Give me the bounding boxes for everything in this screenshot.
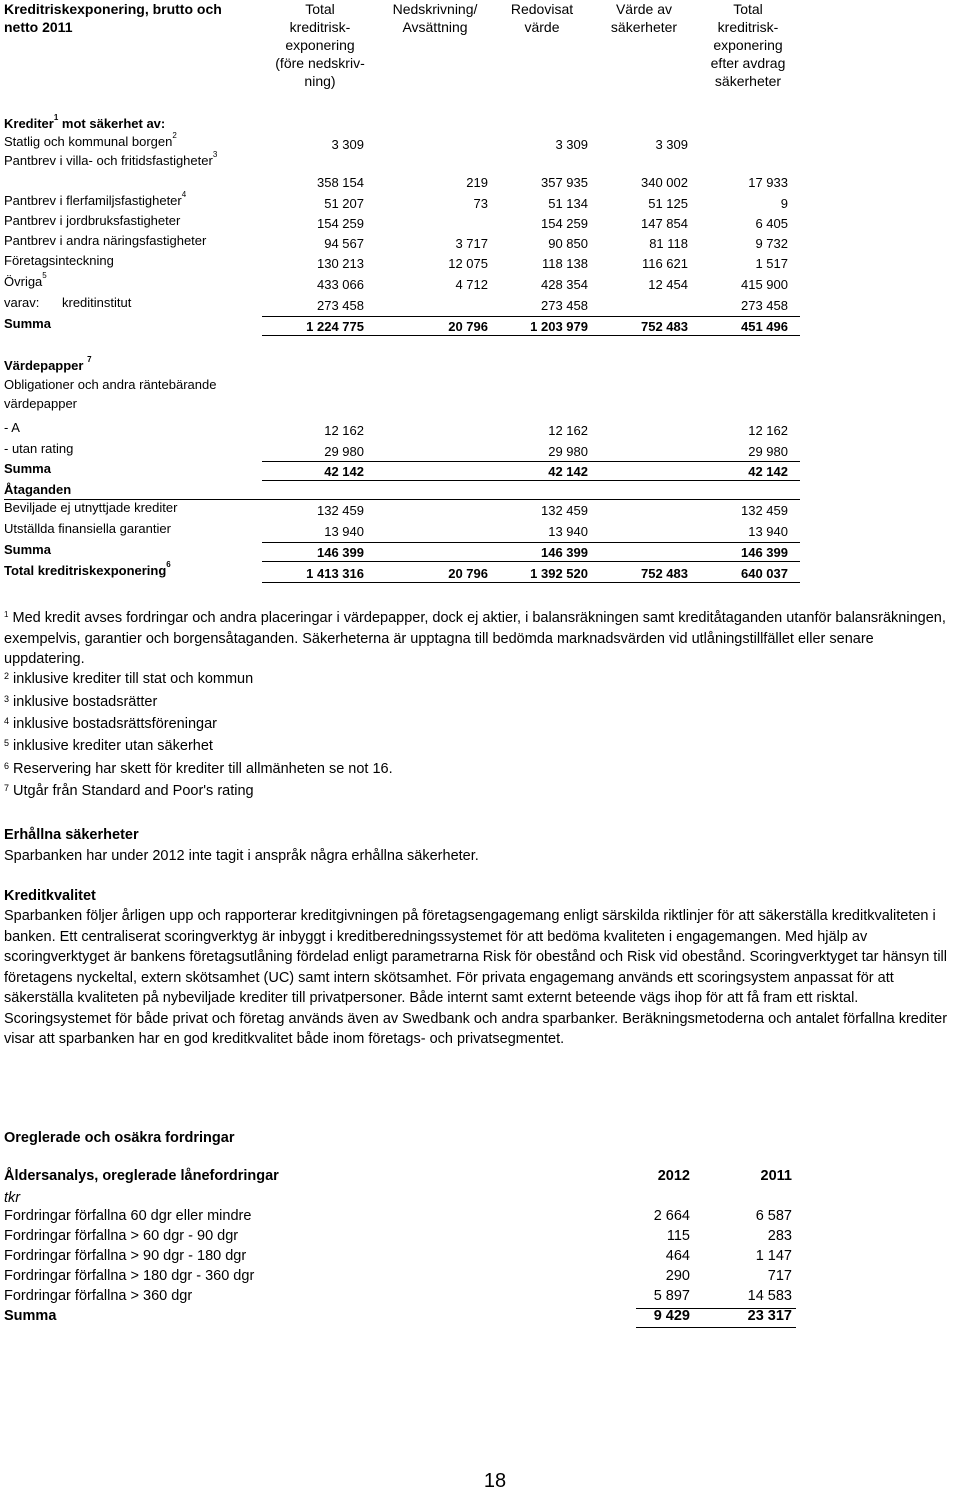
cell-value: 9 <box>780 196 788 211</box>
krediter-row <box>4 295 804 315</box>
cell-value: 20 796 <box>448 566 488 581</box>
cell-value: 90 850 <box>548 236 588 251</box>
section-vardepapper: Värdepapper $^7$ <box>4 355 92 373</box>
aldersanalys-row <box>4 1208 794 1228</box>
row-label: Övriga$^5$ <box>4 271 47 289</box>
krediter-row <box>4 172 804 192</box>
cell-value: 3 309 <box>331 137 364 152</box>
aldersanalys-row <box>4 1228 794 1248</box>
cell-value: 4 712 <box>455 277 488 292</box>
cell-value: 3 717 <box>455 236 488 251</box>
row-label: Fordringar förfallna > 180 dgr - 360 dgr <box>4 1268 255 1284</box>
cell-value: 132 459 <box>741 503 788 518</box>
divider-line <box>262 582 800 583</box>
divider-line <box>262 335 800 336</box>
cell-value: 428 354 <box>541 277 588 292</box>
aldersanalys-row <box>4 1248 794 1268</box>
cell-value: 1 147 <box>755 1248 792 1264</box>
krediter-row <box>4 190 804 213</box>
cell-value: 146 399 <box>741 545 788 560</box>
cell-value: 358 154 <box>317 175 364 190</box>
footnote-1: $^1$ Med kredit avses fordringar och andra placeringar i värdepapper, dock ej aktier, i balansräkningen samt kreditåtaganden utanför balansräkningen, exempelvis, garantier och borgensåtaganden. Säkerheterna är upptagna till bedömda marknadsvärden vid utlåningstillfället eller senare uppdatering. <box>4 610 946 667</box>
row-label: Fordringar förfallna > 90 dgr - 180 dgr <box>4 1248 247 1264</box>
ataganden-row <box>4 560 804 583</box>
divider-line <box>262 561 800 562</box>
cell-value: 340 002 <box>641 175 688 190</box>
col-header-redovisat: Redovisat värde <box>510 1 574 35</box>
col-header-total-fore: Total kreditrisk- exponering (före nedskriv- ning) <box>275 1 365 89</box>
cell-value: 273 458 <box>317 298 364 313</box>
cell-value: 14 583 <box>747 1288 792 1304</box>
row-label: Summa <box>4 1308 57 1324</box>
ataganden-row <box>4 500 804 520</box>
cell-value: 3 309 <box>655 137 688 152</box>
cell-value: 12 454 <box>648 277 688 292</box>
cell-value: 13 940 <box>548 524 588 539</box>
cell-value: 29 980 <box>324 444 364 459</box>
cell-value: 12 162 <box>748 423 788 438</box>
cell-value: 132 459 <box>317 503 364 518</box>
cell-value: 1 224 775 <box>306 319 364 334</box>
row-label: Statlig och kommunal borgen$^2$ <box>4 131 177 149</box>
section-vardepapper-sub1: Obligationer och andra räntebärande <box>4 377 217 392</box>
cell-value: 717 <box>767 1268 792 1284</box>
footnote-4: $^4$ inklusive bostadsrättsföreningar <box>4 716 217 732</box>
cell-value: 94 567 <box>324 236 364 251</box>
cell-value: 12 162 <box>548 423 588 438</box>
cell-value: 81 118 <box>649 236 688 251</box>
cell-value: 20 796 <box>448 319 488 334</box>
cell-value: 273 458 <box>741 298 788 313</box>
row-label: Pantbrev i andra näringsfastigheter <box>4 233 207 248</box>
vardepapper-row <box>4 420 804 440</box>
cell-value: 118 138 <box>541 256 588 271</box>
section-ataganden: Åtaganden <box>4 482 72 497</box>
cell-value: 273 458 <box>541 298 588 313</box>
divider-line <box>262 480 800 481</box>
row-label: Fordringar förfallna > 60 dgr - 90 dgr <box>4 1228 239 1244</box>
row-sublabel: kreditinstitut <box>62 295 132 310</box>
row-label: Summa <box>4 461 51 476</box>
section-vardepapper-sub2: värdepapper <box>4 396 77 411</box>
row-label: - utan rating <box>4 441 74 456</box>
cell-value: 51 125 <box>648 196 688 211</box>
row-label: varav: <box>4 295 40 310</box>
cell-value: 3 309 <box>555 137 588 152</box>
krediter-row <box>4 316 804 336</box>
footnote-2: $^2$ inklusive krediter till stat och kommun <box>4 671 254 687</box>
vardepapper-row <box>4 461 804 481</box>
cell-value: 433 066 <box>317 277 364 292</box>
cell-value: 752 483 <box>641 319 688 334</box>
aldersanalys-row <box>4 1288 794 1308</box>
footnote-7: $^7$ Utgår från Standard and Poor's rating <box>4 783 254 799</box>
unit-label: tkr <box>4 1190 21 1206</box>
cell-value: 147 854 <box>641 216 688 231</box>
cell-value: 146 399 <box>541 545 588 560</box>
cell-value: 115 <box>666 1228 690 1244</box>
cell-value: 17 933 <box>748 175 788 190</box>
cell-value: 415 900 <box>741 277 788 292</box>
divider-line <box>262 316 800 317</box>
cell-value: 12 075 <box>448 256 488 271</box>
ataganden-row <box>4 521 804 541</box>
col-header-nedskrivning: Nedskrivning/ Avsättning <box>392 1 478 35</box>
cell-value: 1 392 520 <box>530 566 588 581</box>
cell-value: 73 <box>473 196 488 211</box>
footnote-6: $^6$ Reservering har skett för krediter till allmänheten se not 16. <box>4 761 393 777</box>
aldersanalys-row <box>4 1268 794 1288</box>
erhallna-heading: Erhållna säkerheter <box>4 827 139 843</box>
row-label: Beviljade ej utnyttjade krediter <box>4 500 178 515</box>
year-2011: 2011 <box>760 1168 792 1184</box>
row-label: Summa <box>4 316 51 331</box>
cell-value: 283 <box>767 1228 792 1244</box>
divider-line <box>262 461 800 462</box>
cell-value: 42 142 <box>748 464 788 479</box>
cell-value: 116 621 <box>641 256 688 271</box>
row-label: Företagsinteckning <box>4 253 114 268</box>
divider-line <box>4 499 800 500</box>
footnote-3: $^3$ inklusive bostadsrätter <box>4 694 158 710</box>
row-label: Pantbrev i jordbruksfastigheter <box>4 213 181 228</box>
cell-value: 451 496 <box>741 319 788 334</box>
cell-value: 13 940 <box>748 524 788 539</box>
ataganden-row <box>4 542 804 562</box>
krediter-row <box>4 131 804 154</box>
krediter-row <box>4 233 804 253</box>
cell-value: 9 429 <box>653 1308 690 1324</box>
row-label: - A <box>4 420 20 435</box>
oreglerade-heading: Oreglerade och osäkra fordringar <box>4 1130 235 1146</box>
aldersanalys-row <box>4 1308 794 1328</box>
krediter-row <box>4 271 804 294</box>
aldersanalys-title: Åldersanalys, oreglerade lånefordringar <box>4 1168 279 1184</box>
divider-line <box>262 542 800 543</box>
krediter-row <box>4 213 804 233</box>
erhallna-text: Sparbanken har under 2012 inte tagit i anspråk några erhållna säkerheter. <box>4 848 479 864</box>
cell-value: 13 940 <box>324 524 364 539</box>
cell-value: 752 483 <box>641 566 688 581</box>
cell-value: 154 259 <box>541 216 588 231</box>
row-label: Fordringar förfallna 60 dgr eller mindre <box>4 1208 252 1224</box>
row-label: Utställda finansiella garantier <box>4 521 171 536</box>
row-label: Pantbrev i villa- och fritidsfastigheter$^3$ <box>4 150 218 168</box>
cell-value: 9 732 <box>755 236 788 251</box>
krediter-row <box>4 253 804 273</box>
cell-value: 12 162 <box>324 423 364 438</box>
row-label: Fordringar förfallna > 360 dgr <box>4 1288 193 1304</box>
cell-value: 1 413 316 <box>306 566 364 581</box>
cell-value: 1 517 <box>755 256 788 271</box>
footnote-5: $^5$ inklusive krediter utan säkerhet <box>4 738 213 754</box>
cell-value: 42 142 <box>548 464 588 479</box>
cell-value: 357 935 <box>541 175 588 190</box>
col-header-total-efter: Total kreditrisk- exponering efter avdrag säkerheter <box>710 1 786 89</box>
cell-value: 6 405 <box>755 216 788 231</box>
cell-value: 51 207 <box>324 196 364 211</box>
section-krediter: Krediter$^1$ mot säkerhet av: <box>4 113 166 131</box>
cell-value: 6 587 <box>755 1208 792 1224</box>
cell-value: 23 317 <box>747 1308 792 1324</box>
cell-value: 132 459 <box>541 503 588 518</box>
cell-value: 146 399 <box>317 545 364 560</box>
cell-value: 42 142 <box>324 464 364 479</box>
cell-value: 51 134 <box>548 196 588 211</box>
cell-value: 130 213 <box>317 256 364 271</box>
cell-value: 219 <box>466 175 488 190</box>
year-2012: 2012 <box>657 1168 690 1184</box>
cell-value: 154 259 <box>317 216 364 231</box>
krediter-row <box>4 150 804 173</box>
col-header-sakerheter: Värde av säkerheter <box>610 1 678 35</box>
cell-value: 290 <box>665 1268 690 1284</box>
row-label: Pantbrev i flerfamiljsfastigheter$^4$ <box>4 190 187 208</box>
kreditkvalitet-text: Sparbanken följer årligen upp och rapporterar kreditgivningen på företagsengagemang enligt särskilda riktlinjer för att säkerställa kreditkvaliteten i banken. Ett centraliserat scoringverktyg är inbyggt i kreditberedningssystemet för att bedöma kvaliteten i engagemangen. Med hjälp av scoringverktyget är bankens företagsutlåning fördelad enligt parametrarna Risk för obestånd och Risk vid obestånd. Scoringverktyget tar hänsyn till företagens nyckeltal, extern skötsamhet (UC) samt intern skötsamhet. För privata engagemang används ett scoringsystem anpassat för att säkerställa kvaliteten på nybeviljade krediter till privatpersoner. Både internt samt externt beteende vägs ihop för att få fram ett risktal. Scoringsystemet för både privat och företag används även av Swedbank och andra sparbanker. Beräkningsmetoderna och antalet förfallna krediter visar att sparbanken har en god kreditkvalitet både inom företags- och privatsegmentet. <box>4 908 948 1047</box>
cell-value: 640 037 <box>741 566 788 581</box>
page-number: 18 <box>483 1470 507 1492</box>
cell-value: 464 <box>665 1248 690 1264</box>
vardepapper-row <box>4 441 804 461</box>
cell-value: 1 203 979 <box>530 319 588 334</box>
cell-value: 29 980 <box>748 444 788 459</box>
aldersanalys-header <box>4 1168 794 1188</box>
cell-value: 29 980 <box>548 444 588 459</box>
table-title: Kreditriskexponering, brutto och netto 2011 <box>4 1 222 35</box>
row-label: Summa <box>4 542 51 557</box>
row-label: Total kreditriskexponering$^6$ <box>4 560 171 578</box>
cell-value: 2 664 <box>653 1208 690 1224</box>
kreditkvalitet-heading: Kreditkvalitet <box>4 888 96 904</box>
cell-value: 5 897 <box>653 1288 690 1304</box>
